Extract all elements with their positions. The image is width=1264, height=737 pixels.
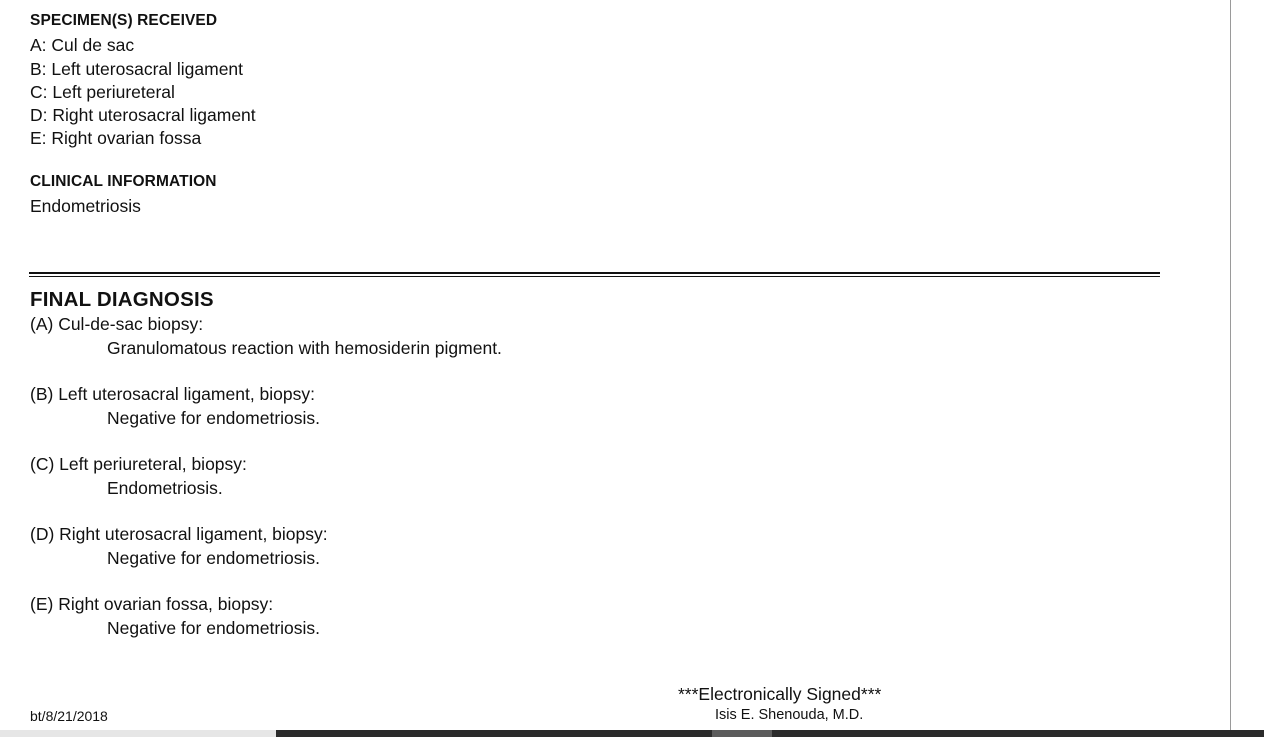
diagnosis-label-c: (C) Left periureteral, biopsy: [30, 454, 247, 474]
specimen-item-c: C: Left periureteral [30, 82, 175, 102]
specimens-heading: SPECIMEN(S) RECEIVED [30, 12, 218, 29]
specimen-item-e: E: Right ovarian fossa [30, 128, 202, 148]
final-diagnosis-heading: FINAL DIAGNOSIS [30, 288, 214, 311]
clinical-heading: CLINICAL INFORMATION [30, 173, 217, 190]
specimen-item-a: A: Cul de sac [30, 35, 135, 55]
viewer-gutter [1231, 0, 1264, 730]
specimen-item-d: D: Right uterosacral ligament [30, 105, 256, 125]
clinical-text: Endometriosis [30, 196, 141, 216]
diagnosis-result-a: Granulomatous reaction with hemosiderin pigment. [107, 338, 502, 358]
specimen-item-b: B: Left uterosacral ligament [30, 59, 244, 79]
diagnosis-label-d: (D) Right uterosacral ligament, biopsy: [30, 524, 328, 544]
section-divider [29, 272, 1160, 277]
diagnosis-label-b: (B) Left uterosacral ligament, biopsy: [30, 384, 315, 404]
diagnosis-result-e: Negative for endometriosis. [107, 618, 321, 638]
horizontal-scrollbar-thumb[interactable] [712, 730, 772, 737]
initials-date: bt/8/21/2018 [30, 708, 108, 724]
diagnosis-result-d: Negative for endometriosis. [107, 548, 321, 568]
electronic-signature-label: ***Electronically Signed*** [678, 684, 882, 704]
scrollbar-left-segment [0, 730, 276, 737]
diagnosis-result-c: Endometriosis. [107, 478, 223, 498]
diagnosis-label-e: (E) Right ovarian fossa, biopsy: [30, 594, 274, 614]
signer-name: Isis E. Shenouda, M.D. [715, 707, 864, 723]
diagnosis-result-b: Negative for endometriosis. [107, 408, 321, 428]
diagnosis-label-a: (A) Cul-de-sac biopsy: [30, 314, 204, 334]
